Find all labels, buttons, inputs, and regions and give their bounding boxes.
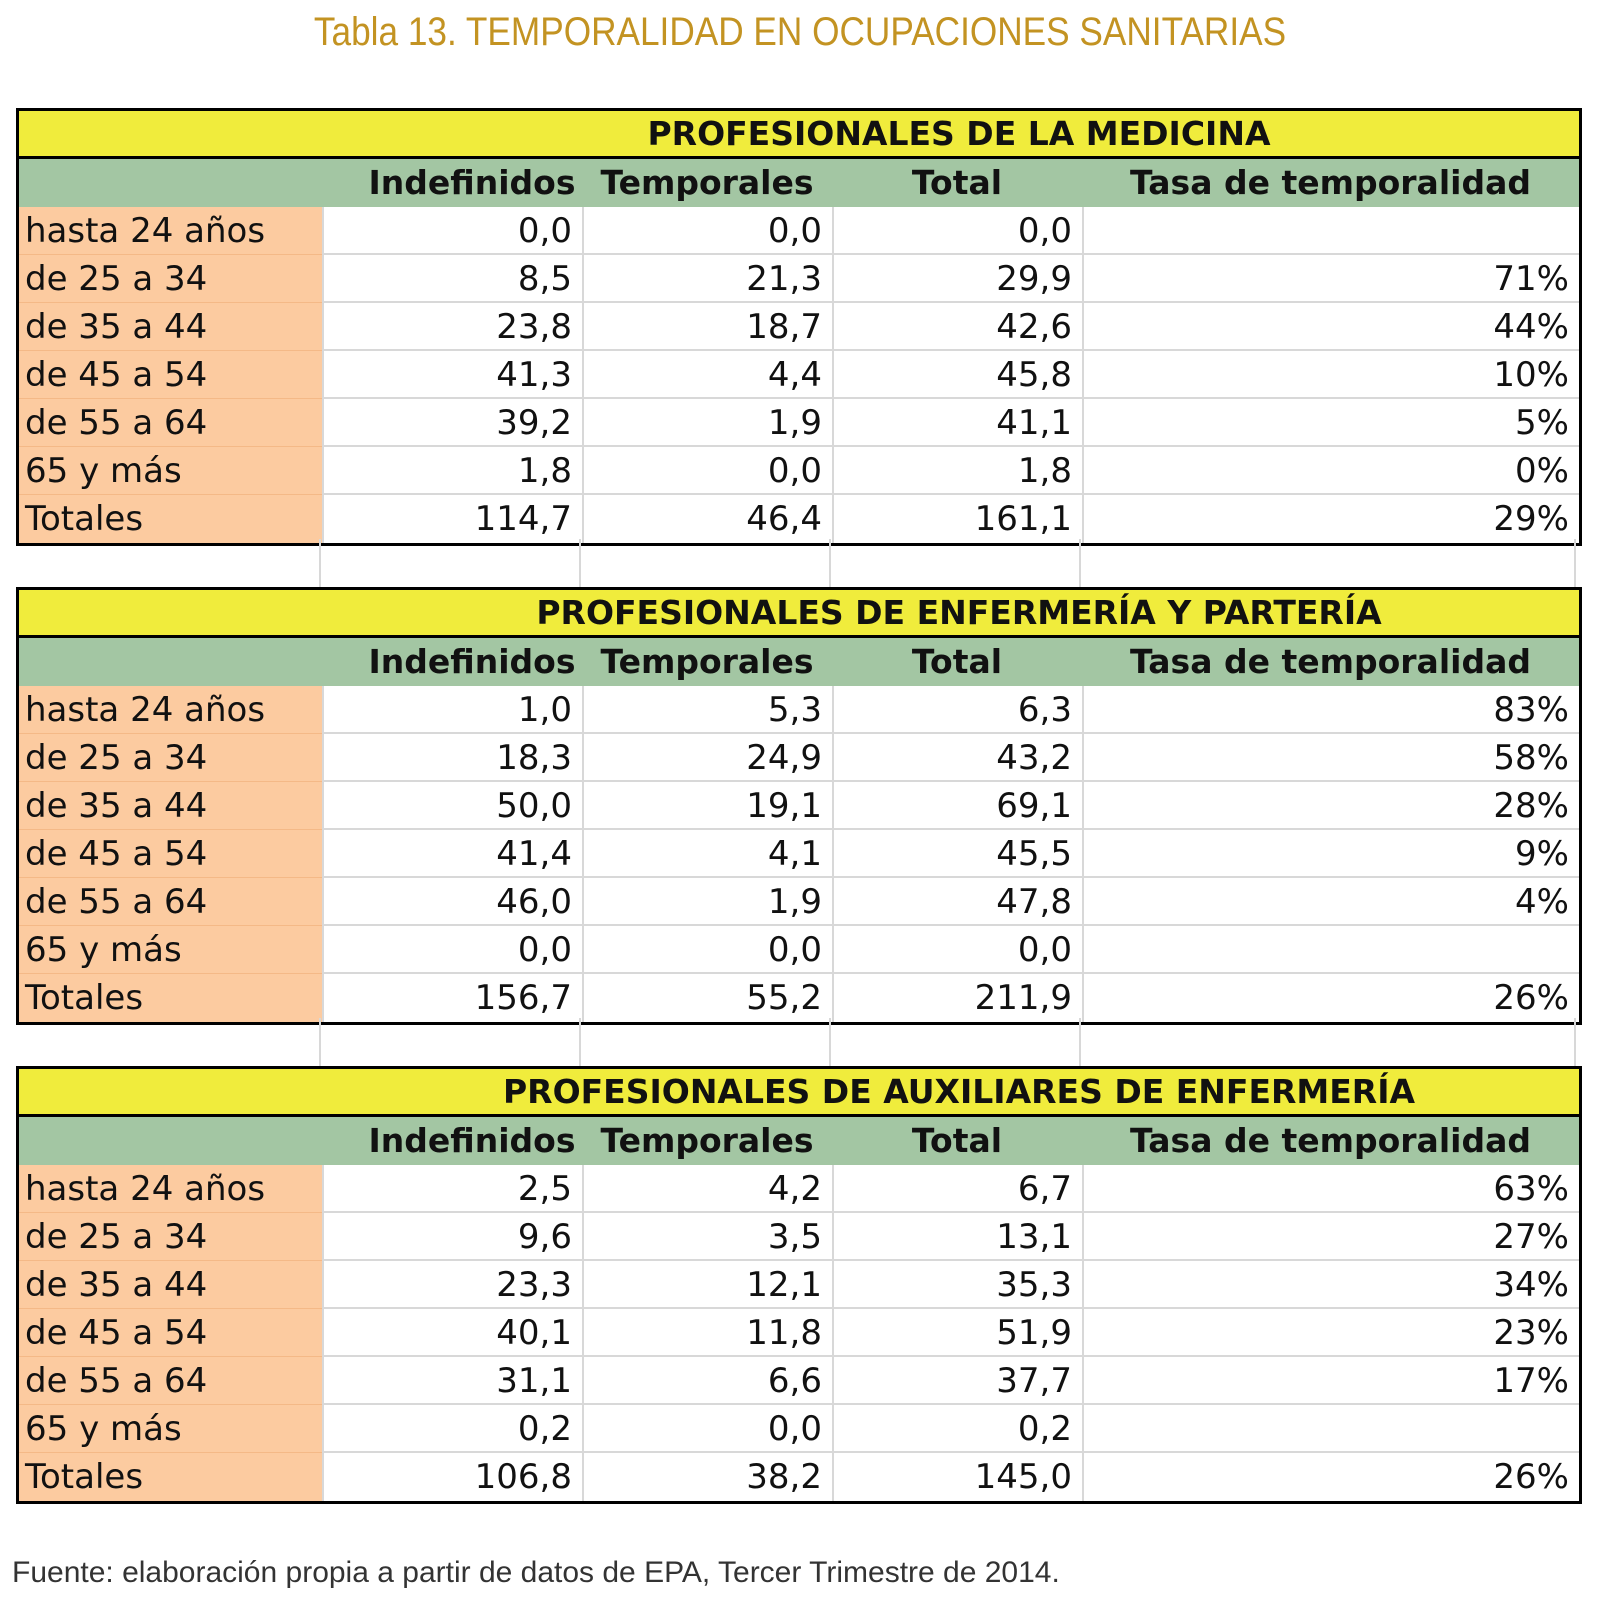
tasa-cell: 17%: [1082, 1357, 1579, 1405]
tasa-cell: 4%: [1082, 878, 1579, 926]
temporales-cell: 6,6: [582, 1357, 832, 1405]
total-cell: 0,0: [832, 207, 1082, 255]
table-row: [19, 1309, 1579, 1357]
column-header-indefinidos: Indefinidos: [368, 163, 576, 202]
tasa-cell: 10%: [1082, 351, 1579, 399]
total-cell: 0,2: [832, 1405, 1082, 1453]
temporales-cell: 1,9: [582, 878, 832, 926]
table-row: [19, 447, 1579, 495]
total-cell: 29,9: [832, 255, 1082, 303]
column-header-empty: [19, 638, 322, 686]
total-cell: 69,1: [832, 782, 1082, 830]
table-row: [19, 1261, 1579, 1309]
row-label: de 25 a 34: [19, 1213, 322, 1261]
tasa-cell: 83%: [1082, 686, 1579, 734]
column-header-tasa: Tasa de temporalidad: [1130, 163, 1531, 202]
table-row: [19, 974, 1579, 1022]
total-cell: 51,9: [832, 1309, 1082, 1357]
row-label: de 55 a 64: [19, 878, 322, 926]
total-cell: 145,0: [832, 1453, 1082, 1501]
tasa-cell: 9%: [1082, 830, 1579, 878]
indefinidos-cell: 8,5: [322, 255, 582, 303]
column-header-row: [19, 159, 1579, 207]
total-cell: 6,7: [832, 1165, 1082, 1213]
row-label: de 45 a 54: [19, 351, 322, 399]
total-cell: 45,5: [832, 830, 1082, 878]
row-label: de 25 a 34: [19, 734, 322, 782]
column-header-tasa: Tasa de temporalidad: [1130, 642, 1531, 681]
table-row: [19, 1405, 1579, 1453]
temporales-cell: 4,2: [582, 1165, 832, 1213]
tasa-cell: 23%: [1082, 1309, 1579, 1357]
temporales-cell: 55,2: [582, 974, 832, 1022]
tasa-cell: 26%: [1082, 974, 1579, 1022]
column-header-total: Total: [911, 163, 1003, 202]
indefinidos-cell: 1,0: [322, 686, 582, 734]
table-medicina: [16, 108, 1582, 546]
table-row: [19, 255, 1579, 303]
row-label: Totales: [19, 974, 322, 1022]
table-row: [19, 303, 1579, 351]
temporales-cell: 4,1: [582, 830, 832, 878]
tasa-cell: 29%: [1082, 495, 1579, 543]
row-label: de 35 a 44: [19, 782, 322, 830]
table-spacer: [16, 1018, 1582, 1066]
table-row: [19, 830, 1579, 878]
column-header-total: Total: [911, 642, 1003, 681]
table-row: [19, 399, 1579, 447]
temporales-cell: 11,8: [582, 1309, 832, 1357]
row-label: de 35 a 44: [19, 1261, 322, 1309]
row-label: hasta 24 años: [19, 1165, 322, 1213]
temporales-cell: 18,7: [582, 303, 832, 351]
row-label: 65 y más: [19, 926, 322, 974]
indefinidos-cell: 114,7: [322, 495, 582, 543]
column-header-tasa: Tasa de temporalidad: [1130, 1121, 1531, 1160]
column-header-temporales: Temporales: [600, 163, 814, 202]
indefinidos-cell: 40,1: [322, 1309, 582, 1357]
row-label: hasta 24 años: [19, 207, 322, 255]
tasa-cell: 34%: [1082, 1261, 1579, 1309]
indefinidos-cell: 41,4: [322, 830, 582, 878]
indefinidos-cell: 41,3: [322, 351, 582, 399]
indefinidos-cell: 46,0: [322, 878, 582, 926]
total-cell: 35,3: [832, 1261, 1082, 1309]
total-cell: 41,1: [832, 399, 1082, 447]
total-cell: 0,0: [832, 926, 1082, 974]
table-row: [19, 351, 1579, 399]
row-label: Totales: [19, 495, 322, 543]
table-auxiliares: [16, 1066, 1582, 1504]
row-label: de 45 a 54: [19, 1309, 322, 1357]
indefinidos-cell: 31,1: [322, 1357, 582, 1405]
tasa-cell: 63%: [1082, 1165, 1579, 1213]
source-note: Fuente: elaboración propia a partir de datos de EPA, Tercer Trimestre de 2014.: [12, 1556, 1060, 1589]
column-header-total: Total: [911, 1121, 1003, 1160]
temporales-cell: 5,3: [582, 686, 832, 734]
temporales-cell: 4,4: [582, 351, 832, 399]
tasa-cell: 58%: [1082, 734, 1579, 782]
table-row: [19, 207, 1579, 255]
table-row: [19, 495, 1579, 543]
table-row: [19, 1213, 1579, 1261]
column-header-row: [19, 1117, 1579, 1165]
total-cell: 42,6: [832, 303, 1082, 351]
total-cell: 47,8: [832, 878, 1082, 926]
tasa-cell: [1082, 1405, 1579, 1453]
table-row: [19, 878, 1579, 926]
page-title: Tabla 13. TEMPORALIDAD EN OCUPACIONES SANITARIAS: [313, 10, 1287, 54]
temporales-cell: 3,5: [582, 1213, 832, 1261]
total-cell: 1,8: [832, 447, 1082, 495]
column-header-temporales: Temporales: [600, 642, 814, 681]
column-header-empty: [19, 159, 322, 207]
tasa-cell: 44%: [1082, 303, 1579, 351]
indefinidos-cell: 50,0: [322, 782, 582, 830]
temporales-cell: 1,9: [582, 399, 832, 447]
temporales-cell: 24,9: [582, 734, 832, 782]
indefinidos-cell: 2,5: [322, 1165, 582, 1213]
indefinidos-cell: 23,3: [322, 1261, 582, 1309]
tasa-cell: 71%: [1082, 255, 1579, 303]
table-row: [19, 1165, 1579, 1213]
temporales-cell: 0,0: [582, 926, 832, 974]
temporales-cell: 12,1: [582, 1261, 832, 1309]
section-title: PROFESIONALES DE LA MEDICINA: [19, 111, 1579, 159]
table-row: [19, 1453, 1579, 1501]
row-label: Totales: [19, 1453, 322, 1501]
tasa-cell: 28%: [1082, 782, 1579, 830]
temporales-cell: 0,0: [582, 447, 832, 495]
total-cell: 161,1: [832, 495, 1082, 543]
total-cell: 37,7: [832, 1357, 1082, 1405]
indefinidos-cell: 0,0: [322, 207, 582, 255]
tasa-cell: 26%: [1082, 1453, 1579, 1501]
table-spacer: [16, 539, 1582, 587]
total-cell: 45,8: [832, 351, 1082, 399]
indefinidos-cell: 0,0: [322, 926, 582, 974]
row-label: de 45 a 54: [19, 830, 322, 878]
table-row: [19, 1357, 1579, 1405]
indefinidos-cell: 1,8: [322, 447, 582, 495]
temporales-cell: 0,0: [582, 1405, 832, 1453]
indefinidos-cell: 9,6: [322, 1213, 582, 1261]
column-header-indefinidos: Indefinidos: [368, 642, 576, 681]
column-header-indefinidos: Indefinidos: [368, 1121, 576, 1160]
total-cell: 43,2: [832, 734, 1082, 782]
tasa-cell: 5%: [1082, 399, 1579, 447]
tasa-cell: [1082, 926, 1579, 974]
tasa-cell: 27%: [1082, 1213, 1579, 1261]
indefinidos-cell: 156,7: [322, 974, 582, 1022]
total-cell: 13,1: [832, 1213, 1082, 1261]
indefinidos-cell: 106,8: [322, 1453, 582, 1501]
section-title: PROFESIONALES DE AUXILIARES DE ENFERMERÍA: [19, 1069, 1579, 1117]
row-label: de 55 a 64: [19, 1357, 322, 1405]
section-title: PROFESIONALES DE ENFERMERÍA Y PARTERÍA: [19, 590, 1579, 638]
temporales-cell: 21,3: [582, 255, 832, 303]
temporales-cell: 19,1: [582, 782, 832, 830]
temporales-cell: 38,2: [582, 1453, 832, 1501]
indefinidos-cell: 39,2: [322, 399, 582, 447]
total-cell: 6,3: [832, 686, 1082, 734]
tasa-cell: [1082, 207, 1579, 255]
row-label: 65 y más: [19, 447, 322, 495]
table-row: [19, 686, 1579, 734]
table-row: [19, 734, 1579, 782]
indefinidos-cell: 18,3: [322, 734, 582, 782]
temporales-cell: 46,4: [582, 495, 832, 543]
indefinidos-cell: 23,8: [322, 303, 582, 351]
row-label: 65 y más: [19, 1405, 322, 1453]
column-header-temporales: Temporales: [600, 1121, 814, 1160]
table-enfermeria: [16, 587, 1582, 1025]
row-label: de 35 a 44: [19, 303, 322, 351]
table-row: [19, 782, 1579, 830]
table-row: [19, 926, 1579, 974]
indefinidos-cell: 0,2: [322, 1405, 582, 1453]
tasa-cell: 0%: [1082, 447, 1579, 495]
row-label: de 25 a 34: [19, 255, 322, 303]
column-header-empty: [19, 1117, 322, 1165]
row-label: de 55 a 64: [19, 399, 322, 447]
column-header-row: [19, 638, 1579, 686]
temporales-cell: 0,0: [582, 207, 832, 255]
total-cell: 211,9: [832, 974, 1082, 1022]
row-label: hasta 24 años: [19, 686, 322, 734]
